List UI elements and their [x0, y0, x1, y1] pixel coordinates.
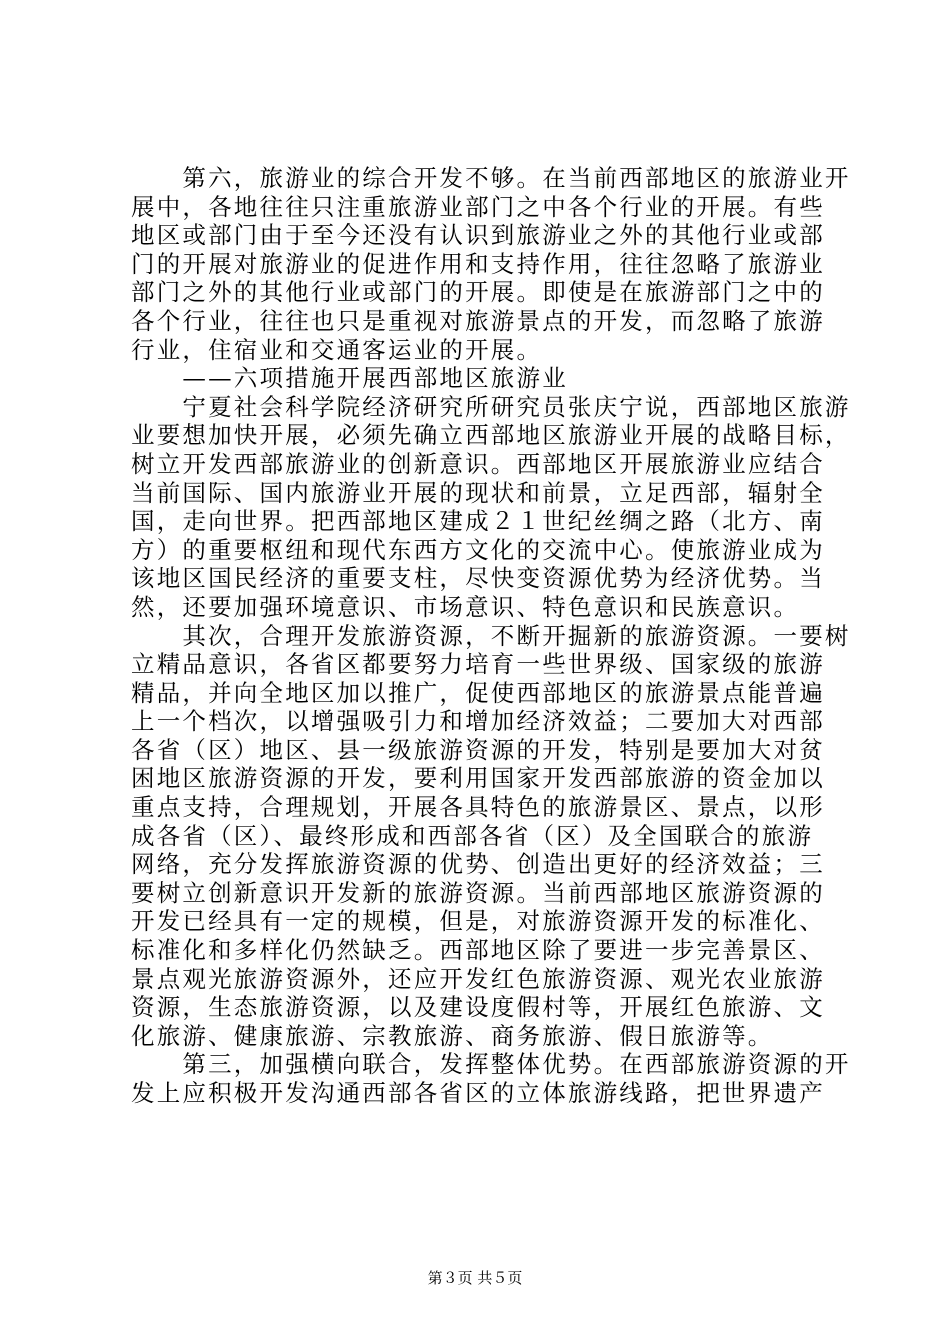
text-line: 重点支持，合理规划，开展各具特色的旅游景区、景点，以形 — [131, 793, 825, 822]
text-line: 标准化和多样化仍然缺乏。西部地区除了要进一步完善景区、 — [131, 936, 825, 965]
text-line: 网络，充分发挥旅游资源的优势、创造出更好的经济效益；三 — [131, 850, 825, 879]
text-line: 业要想加快开展，必须先确立西部地区旅游业开展的战略目标， — [131, 421, 851, 450]
text-line: 宁夏社会科学院经济研究所研究员张庆宁说，西部地区旅游 — [131, 392, 851, 421]
text-line: 困地区旅游资源的开发，要利用国家开发西部旅游的资金加以 — [131, 764, 825, 793]
text-line: 要树立创新意识开发新的旅游资源。当前西部地区旅游资源的 — [131, 878, 825, 907]
text-line: 上一个档次，以增强吸引力和增加经济效益；二要加大对西部 — [131, 707, 825, 736]
text-line: 国，走向世界。把西部地区建成２１世纪丝绸之路（北方、南 — [131, 507, 825, 536]
text-line: 门的开展对旅游业的促进作用和支持作用，往往忽略了旅游业 — [131, 249, 825, 278]
text-line: 其次，合理开发旅游资源，不断开掘新的旅游资源。一要树 — [131, 621, 851, 650]
text-line: 资源，生态旅游资源，以及建设度假村等，开展红色旅游、文 — [131, 993, 825, 1022]
text-line: ——六项措施开展西部地区旅游业 — [131, 364, 568, 393]
text-line: 行业，住宿业和交通客运业的开展。 — [131, 335, 543, 364]
text-line: 地区或部门由于至今还没有认识到旅游业之外的其他行业或部 — [131, 221, 825, 250]
text-line: 各个行业，往往也只是重视对旅游景点的开发，而忽略了旅游 — [131, 306, 825, 335]
document-body — [131, 164, 851, 1108]
text-line: 立精品意识，各省区都要努力培育一些世界级、国家级的旅游 — [131, 650, 825, 679]
text-line: 精品，并向全地区加以推广，促使西部地区的旅游景点能普遍 — [131, 678, 825, 707]
text-line: 展中，各地往往只注重旅游业部门之中各个行业的开展。有些 — [131, 192, 825, 221]
text-line: 景点观光旅游资源外，还应开发红色旅游资源、观光农业旅游 — [131, 964, 825, 993]
text-line: 各省（区）地区、县一级旅游资源的开发，特别是要加大对贫 — [131, 735, 825, 764]
text-line: 第三，加强横向联合，发挥整体优势。在西部旅游资源的开 — [131, 1050, 851, 1079]
text-line: 树立开发西部旅游业的创新意识。西部地区开展旅游业应结合 — [131, 449, 825, 478]
text-line: 方）的重要枢纽和现代东西方文化的交流中心。使旅游业成为 — [131, 535, 825, 564]
text-line: 开发已经具有一定的规模，但是，对旅游资源开发的标准化、 — [131, 907, 825, 936]
page-footer: 第３页 共５页 — [427, 1269, 523, 1287]
text-line: 该地区国民经济的重要支柱，尽快变资源优势为经济优势。当 — [131, 564, 825, 593]
text-line: 部门之外的其他行业或部门的开展。即使是在旅游部门之中的 — [131, 278, 825, 307]
text-line: 当前国际、国内旅游业开展的现状和前景，立足西部，辐射全 — [131, 478, 825, 507]
text-line: 成各省（区）、最终形成和西部各省（区）及全国联合的旅游 — [131, 821, 814, 850]
text-line: 发上应积极开发沟通西部各省区的立体旅游线路，把世界遗产 — [131, 1079, 825, 1107]
text-line: 然，还要加强环境意识、市场意识、特色意识和民族意识。 — [131, 592, 800, 621]
text-line: 第六，旅游业的综合开发不够。在当前西部地区的旅游业开 — [131, 164, 851, 192]
text-line: 化旅游、健康旅游、宗教旅游、商务旅游、假日旅游等。 — [131, 1021, 774, 1050]
